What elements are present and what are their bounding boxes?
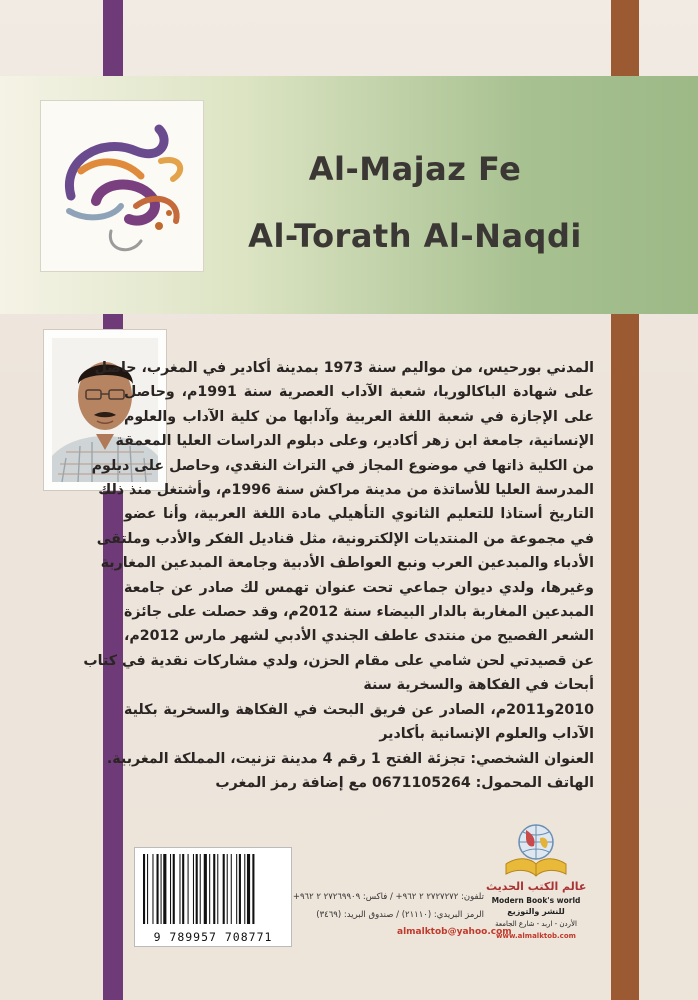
- publisher-arabic-subtitle: للنشر والتوزيع: [507, 907, 565, 916]
- barcode-bar: [179, 854, 180, 924]
- publisher-address: الأردن - اربد - شارع الجامعة: [495, 920, 577, 928]
- bio-phone-line: الهاتف المحمول: 0671105264 مع إضافة رمز المغرب: [215, 774, 594, 791]
- barcode-bar: [157, 854, 159, 924]
- bio-line: الأدباء والمبدعين العرب ونبع العواطف الأدبية وجامعة المبدعين المغاربة: [100, 555, 594, 572]
- publisher-english-name: Modern Book's world: [491, 896, 581, 905]
- barcode-bar: [217, 854, 218, 924]
- barcode-bar: [163, 854, 166, 924]
- barcode-bar: [213, 854, 215, 924]
- bio-line: عن قصيدتي لحن شامي على مقام الحزن، ولدي مشاركات نقدية في كتاب: [83, 652, 594, 669]
- barcode-bar: [227, 854, 228, 924]
- bio-line: الإنسانية، جامعة ابن زهر أكادير، وعلى دبلوم الدراسات العليا المعمقة: [115, 433, 594, 450]
- bio-line: على الإجازة في شعبة اللغة العربية وآدابها من كلية الآداب والعلوم: [124, 408, 594, 425]
- barcode-bar: [196, 854, 198, 924]
- barcode-bar: [231, 854, 232, 924]
- barcode-bar: [170, 854, 171, 924]
- barcode-bar: [223, 854, 225, 924]
- barcode-bar: [152, 854, 153, 924]
- barcode-bar: [147, 854, 148, 924]
- calligraphy-icon: [41, 101, 203, 271]
- bio-line: المبدعين المغاربة بالدار البيضاء سنة 2012م، وقد حصلت على جائزة: [124, 604, 594, 621]
- barcode-bar: [244, 854, 245, 924]
- contact-email: almalktob@yahoo.com: [397, 927, 512, 937]
- barcode-bar: [236, 854, 237, 924]
- author-biography: [83, 356, 594, 795]
- barcode-bar: [204, 854, 207, 924]
- bio-line: في مجموعة من المنتديات الإلكترونية، مثل قناديل الفكر والأدب وملتقى: [96, 530, 594, 547]
- contact-phone-fax: تلفون: ٢٧٢٧٢٧٢ ٢ ٩٦٢+ / فاكس: ٢٧٢٦٩٩٠٩ ٢ ٩٦٢+: [292, 892, 484, 902]
- publisher-arabic-name: عالم الكتب الحديث: [486, 880, 587, 893]
- brown-stripe-right: [611, 314, 639, 1000]
- bio-line: على شهادة الباكالوريا، شعبة الآداب العصرية سنة 1991م، وحاصل: [124, 384, 594, 401]
- isbn-number: 9 789957 708771: [153, 930, 273, 944]
- book-title-line-2: Al-Torath Al-Naqdi: [248, 217, 582, 255]
- publisher-logo: [486, 818, 586, 946]
- bio-line: الآداب والعلوم الإنسانية بأكادير: [379, 726, 594, 743]
- barcode-bar: [200, 854, 201, 924]
- bio-line: المدرسة العليا للأساتذة من مدينة مراكش سنة 1996م، وأشتغل منذ ذلك: [98, 482, 594, 499]
- barcode-bar: [193, 854, 194, 924]
- brown-stripe-top: [611, 0, 639, 76]
- publisher-website: www.almalktob.com: [496, 932, 576, 940]
- calligraphy-logo: [41, 101, 203, 271]
- barcode-bar: [252, 854, 254, 924]
- barcode-bar: [173, 854, 175, 924]
- barcode-icon: [135, 848, 291, 928]
- bio-line: 2010و2011م، الصادر عن فريق البحث في الفكاهة والسخرية بكلية: [124, 701, 594, 718]
- barcode-bar: [161, 854, 162, 924]
- bio-address-line: العنوان الشخصي: تجزئة الفتح 1 رقم 4 مدينة تزنيت، المملكة المغربية.: [106, 750, 594, 767]
- barcode-bar: [209, 854, 210, 924]
- barcode-bar: [239, 854, 241, 924]
- barcode-bar: [188, 854, 189, 924]
- bio-line: من الكلية ذاتها في موضوع المجاز في التراث النقدي، وحاصل على دبلوم: [91, 457, 594, 474]
- barcode-bar: [182, 854, 184, 924]
- globe-book-icon: [486, 818, 586, 882]
- isbn-barcode: [135, 848, 291, 946]
- barcode-bar: [143, 854, 145, 924]
- bio-line: المدني بورحيس، من مواليم سنة 1973 بمدينة أكادير في المغرب، حاصل: [94, 360, 594, 376]
- barcode-bar: [247, 854, 250, 924]
- bio-line: الشعر الفصيح من منتدى عاطف الجندي الأدبي لشهر مارس 2012م،: [124, 628, 594, 645]
- bio-line: وغيرها، ولدي ديوان جماعي تحت عنوان تهمس لك صادر عن جامعة: [124, 579, 594, 596]
- book-title-line-1: Al-Majaz Fe: [308, 150, 522, 188]
- purple-stripe-top: [103, 0, 123, 76]
- contact-postal: الرمز البريدي: (٢١١١٠) / صندوق البريد: (٣٤٦٩): [316, 910, 484, 920]
- bio-line: التاريخ أستاذا للتعليم الثانوي التأهيلي مادة اللغة العربية، وأنا عضو: [124, 506, 594, 523]
- bio-line: أبحاث في الفكاهة والسخرية سنة: [363, 677, 594, 694]
